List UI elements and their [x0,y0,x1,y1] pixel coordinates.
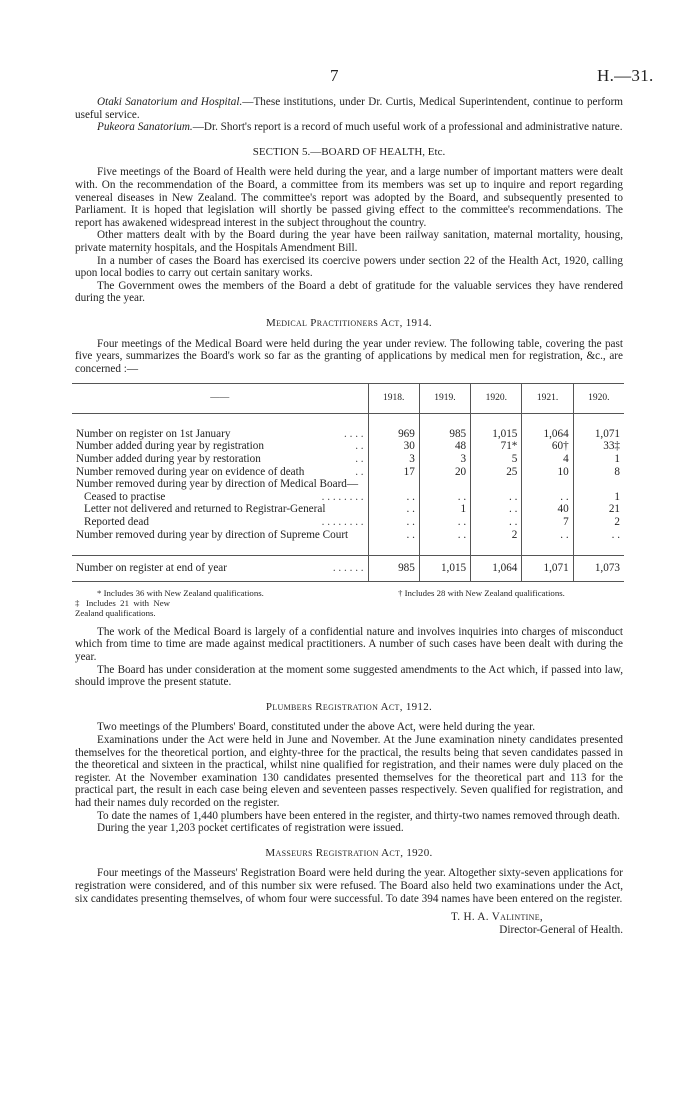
table-cell: . . [471,516,522,529]
row-label [72,428,368,441]
row-label-text: Number added during year by restoration [76,453,261,466]
table-row [72,491,624,504]
table-cell: 33‡ [573,440,624,453]
table-cell: 10 [522,466,573,479]
table-row [72,516,624,529]
table-cell: 1,071 [573,428,624,441]
row-leader-dots: . . [355,453,364,466]
row-leader-dots: . . [355,440,364,453]
total-label-text: Number on register at end of year [76,562,227,575]
table-cell: 1,064 [522,428,573,441]
pukeora-text: —Dr. Short's report is a record of much useful work of a professional and administrative nature. [192,121,623,134]
table-cell: 1 [573,453,624,466]
table-cell: . . [471,503,522,516]
document-reference: H.—31. [597,66,654,85]
plumbers-heading: Plumbers Registration Act, 1912. [265,700,433,713]
row-leader-dots: . . . . . . . . [321,490,364,503]
plumbers-paragraph-3: To date the names of 1,440 plumbers have been entered in the register, and thirty-two names removed through death. [97,809,620,822]
row-label-text: Reported dead [84,516,149,529]
table-cell: 7 [522,516,573,529]
row-label [72,453,368,466]
total-cell: 1,015 [419,556,470,582]
row-label [72,503,368,516]
table-cell: . . [368,529,419,542]
section5-paragraph-2: Other matters dealt with by the Board during the year have been railway sanitation, maternal mortality, housing, private maternity hospitals, and the Hospitals Amendment Bill. [75,229,623,254]
table-cell: . . [368,503,419,516]
medical-paragraph-2: The Board has under consideration at the moment some suggested amendments to the Act which, if passed into law, should improve the present statute. [75,663,623,689]
table-cell: 17 [368,466,419,479]
row-leader-dots: . . [355,465,364,478]
table-cell: . . [522,529,573,542]
table-cell: 1 [573,491,624,504]
table-cell: . . [419,491,470,504]
row-label [72,491,368,504]
table-row [72,529,624,542]
row-label [72,466,368,479]
table-cell: 20 [419,466,470,479]
otaki-text: —These institutions, under Dr. Curtis, Medical Superintendent, continue to perform useful service. [75,96,623,121]
table-cell: 71* [471,440,522,453]
table-cell [471,478,522,491]
total-leader-dots: . . . . . . [332,562,364,575]
table-cell: 25 [471,466,522,479]
table-total-row [72,556,624,582]
medical-register-table [72,383,624,582]
pukeora-paragraph [75,121,623,134]
otaki-title: Otaki Sanatorium and Hospital. [97,96,243,108]
table-cell: 3 [419,453,470,466]
footnote-c: ‡ Includes 21 with New Zealand qualifications. [75,597,170,618]
table-cell [368,478,419,491]
table-cell: 48 [419,440,470,453]
table-cell: 985 [419,428,470,441]
signature-name: T. H. A. Valintine, [450,911,543,924]
table-row [72,503,624,516]
table-cell: . . [471,491,522,504]
section5-heading: SECTION 5.—BOARD OF HEALTH, Etc. [252,145,446,158]
row-label-text: Number removed during year on evidence of death [76,465,305,478]
section5-paragraph-4: The Government owes the members of the Board a debt of gratitude for the valuable services they have rendered during the year. [75,279,623,305]
table-cell: 21 [573,503,624,516]
table-spacer [72,541,624,556]
total-cell: 985 [368,556,419,582]
table-cell: 4 [522,453,573,466]
row-label [72,516,368,529]
table-row [72,428,624,441]
row-label [72,529,368,542]
row-label [72,440,368,453]
masseurs-paragraph-1: Four meetings of the Masseurs' Registration Board were held during the year. Altogether sixty-seven applications for registration were considered, and of this number six were refused. The Board also held two examinations under the Act, six candidates presenting themselves, of whom four were successful. To date 394 names have been entered on the register. [75,867,623,905]
plumbers-paragraph-4: During the year 1,203 pocket certificates of registration were issued. [97,822,404,835]
table-cell: . . [522,491,573,504]
table-cell [522,478,573,491]
table-cell: . . [368,491,419,504]
table-cell: 2 [573,516,624,529]
table-cell [419,478,470,491]
page-number: 7 [330,66,339,85]
table-cell [573,478,624,491]
total-cell: 1,064 [471,556,522,582]
medical-intro: Four meetings of the Medical Board were held during the year under review. The following table, covering the past five years, summarizes the Board's work so far as the granting of applications by medical men for registration, &c., are concerned :— [75,337,623,375]
table-cell: 1 [419,503,470,516]
row-label-text: Number removed during year by direction of Supreme Court [76,528,349,541]
table-row [72,466,624,479]
table-cell: 8 [573,466,624,479]
total-cell: 1,071 [522,556,573,582]
row-label-text: Letter not delivered and returned to Registrar-General [84,503,326,516]
table-cell: 969 [368,428,419,441]
year-header: 1919. [419,384,470,414]
year-header: 1918. [368,384,419,414]
year-header: 1920. [471,384,522,414]
plumbers-paragraph-2: Examinations under the Act were held in June and November. At the June examination ninety candidates presented themselves for the theoretical portion, and eighty-three for the practical, the results being that seven candidates passed in the theoretical and sixteen in the practical, whilst nine qualified for registration, and their names were duly placed on the register. At the November examination 130 candidates presented themselves for the theoretical part and 113 for the practical part, the result in each case being eleven and seventeen passes respectively. Seven qualified for registration, and had their names duly recorded on the register. [75,733,623,809]
table-header-row [72,384,624,414]
footnote-a: * Includes 36 with New Zealand qualifications. [97,587,264,598]
plumbers-paragraph-1: Two meetings of the Plumbers' Board, constituted under the above Act, were held during the year. [97,721,536,734]
section5-paragraph-1: Five meetings of the Board of Health were held during the year, and a large number of important matters were dealt with. On the recommendation of the Board, a committee from its members was set up to inquire and report regarding venereal diseases in New Zealand. The committee's report was adopted by the Board, and subsequently presented to Parliament. It is hoped that legislation will shortly be passed giving effect to the committee's recommendations. The report has awakened widespread interest in the subject throughout the country. [75,166,623,229]
masseurs-heading: Masseurs Registration Act, 1920. [265,846,433,859]
table-cell: . . [419,516,470,529]
medical-heading: Medical Practitioners Act, 1914. [266,316,432,329]
year-header: 1920. [573,384,624,414]
table-cell: 1,015 [471,428,522,441]
table-cell: . . [419,529,470,542]
year-header: 1921. [522,384,573,414]
medical-paragraph-1: The work of the Medical Board is largely of a confidential nature and involves inquiries into charges of misconduct which from time to time are made against medical practitioners. A number of such cases have been dealt with during the year. [75,625,623,663]
table-cell: 2 [471,529,522,542]
table-cell: 5 [471,453,522,466]
footnote-b: † Includes 28 with New Zealand qualifications. [398,587,565,598]
table-corner: —— [72,384,368,414]
row-label-text: Ceased to practise [84,490,166,503]
signature-block [75,911,623,937]
table-body [72,413,624,581]
row-leader-dots: . . . . . . . . [321,516,364,529]
signature-title: Director-General of Health. [499,924,623,937]
total-cell: 1,073 [573,556,624,582]
table-row [72,453,624,466]
pukeora-title: Pukeora Sanatorium. [97,121,193,134]
row-label-text: Number added during year by registration [76,440,264,453]
table-footnotes [75,588,623,618]
row-label [72,478,368,491]
row-label-text: Number on register on 1st January [76,427,231,440]
table-cell: 40 [522,503,573,516]
table-row [72,478,624,491]
table-cell: 3 [368,453,419,466]
otaki-paragraph [75,96,623,121]
table-row [72,440,624,453]
row-label-text: Number removed during year by direction of Medical Board— [76,478,359,491]
table-cell: 30 [368,440,419,453]
table-cell: 60† [522,440,573,453]
page-body [75,96,623,937]
row-leader-dots: . . . . [344,427,364,440]
table-cell: . . [573,529,624,542]
total-label [72,556,368,582]
table-spacer [72,413,624,428]
section5-paragraph-3: In a number of cases the Board has exercised its coercive powers under section 22 of the Health Act, 1920, calling upon local bodies to carry out certain sanitary works. [75,254,623,280]
table-cell: . . [368,516,419,529]
